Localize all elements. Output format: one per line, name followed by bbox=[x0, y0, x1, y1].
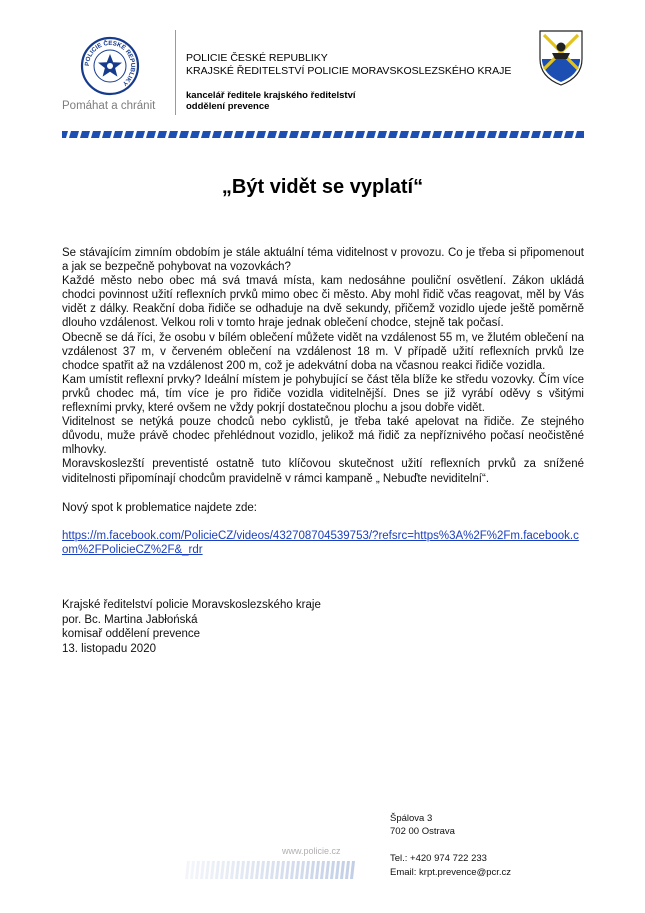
section-line: oddělení prevence bbox=[186, 101, 270, 112]
paragraph-drivers: Viditelnost se netýká pouze chodců nebo cyklistů, je třeba také apelovat na řidiče. Ze stejného důvodu, muže právě chodec přehlédnout vozidlo, jelikož má řidič za nepříznivého počasí neočistěné mlhovky. bbox=[62, 416, 584, 457]
header-divider bbox=[175, 30, 176, 115]
paragraph-campaign: Moravskoslezští preventisté ostatně tuto klíčovou skutečnost užití reflexních prvků za snížené viditelnosti připomínají chodcům pravidelně v rámci kampaně „ Nebuďte neviditelní“. bbox=[62, 458, 584, 485]
footer-street: Špálova 3 bbox=[390, 813, 433, 824]
header-stripe bbox=[62, 131, 584, 138]
signature-role: komisař oddělení prevence bbox=[62, 628, 201, 641]
org-name: POLICIE ČESKÉ REPUBLIKY bbox=[186, 52, 328, 64]
paragraph-distances: Obecně se dá říci, že osobu v bílém oblečení můžete vidět na vzdálenost 55 m, ve žlutém oblečení na vzdálenost 37 m, v červeném oblečení na vzdálenost 18 m. V případě užití reflexních prvků lze chodce spatřit až na vzdálenost 200 m, což je adekvátní doba na včasnou reakci řidiče vozidla. bbox=[62, 331, 584, 372]
footer-address bbox=[390, 812, 455, 838]
footer-stripe bbox=[185, 861, 355, 879]
signature-name: por. Bc. Martina Jabłońská bbox=[62, 613, 198, 626]
footer-website: www.policie.cz bbox=[282, 846, 341, 856]
signature-date: 13. listopadu 2020 bbox=[62, 642, 156, 655]
paragraph-lighting: Každé město nebo obec má svá tmavá místa, kam nedosáhne pouliční osvětlení. Zákon ukládá chodci povinnost užití reflexních prvků mimo obec či město. Aby mohl řidič včas reagovat, měl by Vás vidět z dálky. Reakční doba řidiče se odhaduje na dvě sekundy, přičemž vozidlo ujede ještě poměrně dlouho vzdálenost. Velkou roli v tomto hraje jednak oblečení chodce, stejně tak počasí. bbox=[62, 275, 584, 330]
article-body bbox=[62, 246, 584, 486]
org-subname: KRAJSKÉ ŘEDITELSTVÍ POLICIE MORAVSKOSLEZSKÉHO KRAJE bbox=[186, 65, 512, 77]
police-badge-logo bbox=[80, 36, 140, 96]
spot-intro: Nový spot k problematice najdete zde: bbox=[62, 502, 257, 514]
footer-phone: Tel.: +420 974 722 233 bbox=[390, 853, 487, 864]
paragraph-placement: Kam umístit reflexní prvky? Ideální místem je pohybující se část těla blíže ke středu vozovky. Čím více prvků chodec má, tím více je pro řidiče vozidla viditelnější. Dnes se již vyrábí oděvy s všitými reflexními prvky, které ovšem ne vždy pokrjí dostatečnou plochu a jsou dobře vidět. bbox=[62, 373, 584, 415]
badge-text: POLICIE ČESKÉ REPUBLIKY bbox=[83, 39, 137, 88]
paragraph-intro: Se stávajícím zimním obdobím je stále aktuální téma viditelnost v provozu. Co je třeba si připomenout a jak se bezpečně pohybovat na vozovkách? bbox=[62, 247, 584, 274]
department-line: kancelář ředitele krajského ředitelství bbox=[186, 90, 356, 101]
footer-email: Email: krpt.prevence@pcr.cz bbox=[390, 867, 512, 878]
footer-city: 702 00 Ostrava bbox=[390, 826, 455, 837]
document-title: „Být vidět se vyplatí“ bbox=[221, 176, 424, 198]
footer-contact bbox=[390, 852, 511, 880]
signature-org: Krajské ředitelství policie Moravskoslezského kraje bbox=[62, 599, 321, 611]
regional-emblem-logo bbox=[538, 29, 584, 87]
slogan: Pomáhat a chránit bbox=[62, 100, 156, 112]
signature-block bbox=[62, 598, 321, 656]
video-link[interactable]: https://m.facebook.com/PolicieCZ/videos/432708704539753/?refsrc=https%3A%2F%2Fm.facebook.com%2FPolicieCZ%2F&_rdr bbox=[62, 530, 579, 556]
